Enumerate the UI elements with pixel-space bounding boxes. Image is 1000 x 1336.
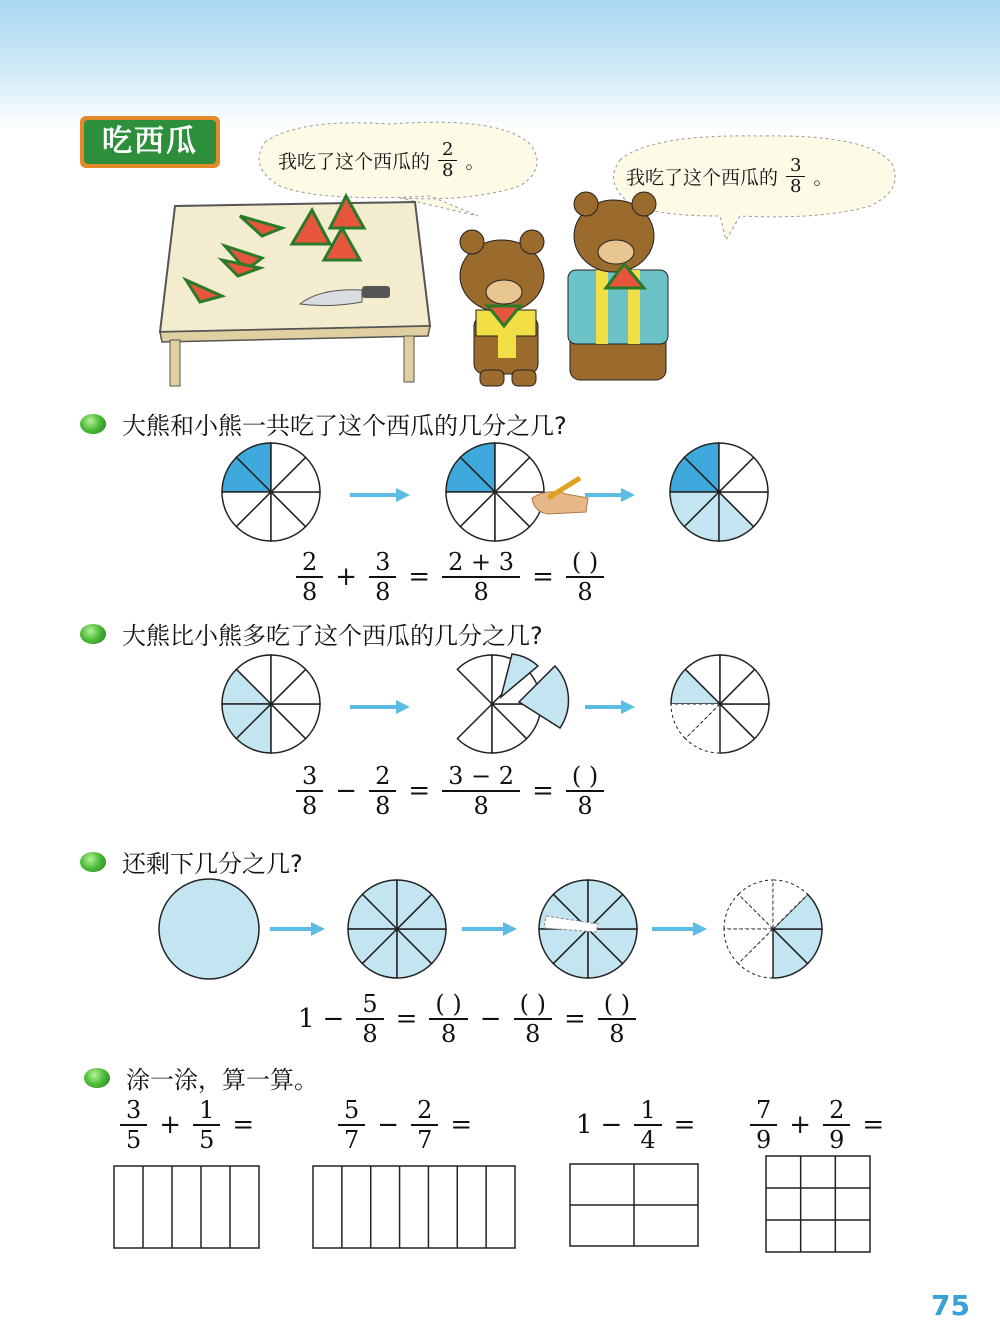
pie-sector <box>457 704 492 753</box>
bullet-icon <box>84 1068 110 1088</box>
bubble-text-big-bear: 我吃了这个西瓜的 $\frac{3}{8}$ 。 <box>626 155 833 197</box>
fraction: $\frac{3}{8}$ <box>786 156 805 197</box>
bubble-text-small-bear: 我吃了这个西瓜的 $\frac{2}{8}$ 。 <box>278 139 485 181</box>
circle-diagram <box>671 655 769 753</box>
fraction: $\frac{2}{7}$ <box>411 1096 438 1154</box>
section-title: 吃西瓜 <box>84 120 216 164</box>
grid-quarters[interactable] <box>570 1164 698 1246</box>
arrow-icon <box>350 700 410 714</box>
diagram-row-2 <box>0 652 1000 762</box>
fraction: $\frac{2}{9}$ <box>823 1096 850 1154</box>
table-leg <box>404 336 414 382</box>
equation-3: 1 − $\frac{5}{8}$ = $\frac{( )}{8}$ − $\frac{( )}{8}$ = $\frac{( )}{8}$ <box>298 990 640 1048</box>
diagram-row-1 <box>0 440 1000 550</box>
diagram-row-3 <box>0 874 1000 984</box>
equation-1: $\frac{2}{8}$ + $\frac{3}{8}$ = $\frac{2 + 3}{8}$ = $\frac{( )}{8}$ <box>292 548 608 606</box>
exercise-3: 1 − $\frac{1}{4}$ = <box>576 1096 696 1154</box>
fraction: $\frac{3}{5}$ <box>120 1096 147 1154</box>
bullet-icon <box>80 852 106 872</box>
circle-diagram <box>670 443 768 541</box>
exercise-2: $\frac{5}{7}$ − $\frac{2}{7}$ = <box>334 1096 480 1154</box>
exercise-1: $\frac{3}{5}$ + $\frac{1}{5}$ = <box>116 1096 262 1154</box>
exercise-4: $\frac{7}{9}$ + $\frac{2}{9}$ = <box>746 1096 892 1154</box>
question-3: 还剩下几分之几? <box>80 844 303 879</box>
question-1: 大熊和小熊一共吃了这个西瓜的几分之几? <box>80 406 567 441</box>
answer-fraction[interactable]: $\frac{( )}{8}$ <box>429 990 467 1048</box>
equation-2: $\frac{3}{8}$ − $\frac{2}{8}$ = $\frac{3 - 2}{8}$ = $\frac{( )}{8}$ <box>292 762 608 820</box>
table-top <box>160 202 430 332</box>
question-2: 大熊比小熊多吃了这个西瓜的几分之几? <box>80 616 543 651</box>
circle-diagram <box>222 655 320 753</box>
bullet-icon <box>80 624 106 644</box>
fraction: $\frac{2 + 3}{8}$ <box>442 548 520 606</box>
fraction: $\frac{2}{8}$ <box>296 548 323 606</box>
fraction: $\frac{5}{7}$ <box>338 1096 365 1154</box>
whole-circle <box>159 879 259 979</box>
page-number: 75 <box>931 1289 970 1322</box>
grid-ninths[interactable] <box>766 1156 870 1252</box>
fraction: $\frac{1}{5}$ <box>193 1096 220 1154</box>
exercise-grids <box>0 1150 1000 1260</box>
circle-diagram <box>724 880 822 978</box>
small-bear <box>460 230 544 386</box>
circle-diagram <box>446 443 544 541</box>
arrow-icon <box>585 700 635 714</box>
bullet-icon <box>80 414 106 434</box>
circle-diagram <box>222 443 320 541</box>
question-4: 涂一涂，算一算。 <box>84 1060 318 1095</box>
arrow-icon <box>652 922 707 936</box>
fraction: $\frac{7}{9}$ <box>750 1096 777 1154</box>
answer-fraction[interactable]: $\frac{( )}{8}$ <box>514 990 552 1048</box>
fraction: $\frac{5}{8}$ <box>356 990 383 1048</box>
big-bear <box>568 192 668 380</box>
circle-diagram <box>348 880 446 978</box>
answer-fraction[interactable]: $\frac{( )}{8}$ <box>566 548 604 606</box>
pie-sector <box>457 655 492 704</box>
fraction: $\frac{1}{4}$ <box>634 1096 661 1154</box>
table-leg <box>170 340 180 386</box>
answer-fraction[interactable]: $\frac{( )}{8}$ <box>598 990 636 1048</box>
sky-header-band <box>0 0 1000 130</box>
fraction: $\frac{3}{8}$ <box>369 548 396 606</box>
arrow-icon <box>270 922 325 936</box>
fraction: $\frac{2}{8}$ <box>369 762 396 820</box>
fraction: $\frac{3}{8}$ <box>296 762 323 820</box>
fraction: $\frac{2}{8}$ <box>438 140 457 181</box>
grid-fifths[interactable] <box>114 1166 259 1248</box>
arrow-icon <box>462 922 517 936</box>
fraction: $\frac{3 - 2}{8}$ <box>442 762 520 820</box>
watermelon-illustration <box>0 120 1000 390</box>
arrow-icon <box>585 488 635 502</box>
answer-fraction[interactable]: $\frac{( )}{8}$ <box>566 762 604 820</box>
arrow-icon <box>350 488 410 502</box>
grid-sevenths[interactable] <box>313 1166 515 1248</box>
